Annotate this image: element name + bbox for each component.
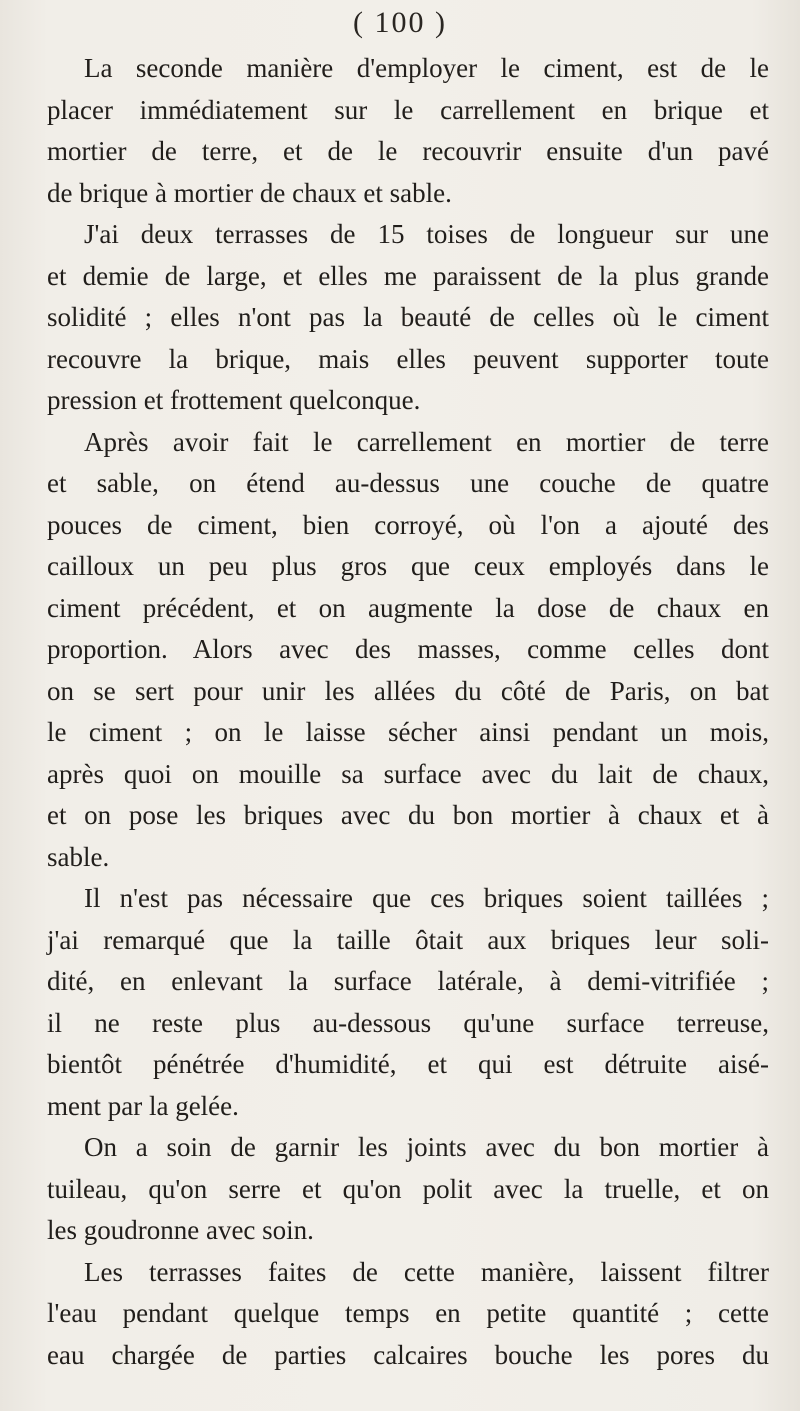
text-line: de brique à mortier de chaux et sable. [47, 177, 452, 208]
text-line: les goudronne avec soin. [47, 1215, 314, 1245]
text-line: eau chargée de parties calcaires bouche les pores du [47, 1339, 769, 1370]
text-line: et on pose les briques avec du bon mortier à chaux et à [47, 800, 769, 830]
text-line: placer immédiatement sur le carrellement en brique et [47, 94, 769, 125]
text-line: le ciment ; on le laisse sécher ainsi pendant un mois, [47, 717, 769, 747]
text-line: solidité ; elles n'ont pas la beauté de celles où le ciment [47, 302, 769, 332]
text-line: On a soin de garnir les joints avec du bon mortier à [84, 1132, 769, 1162]
text-line: après quoi on mouille sa surface avec du lait de chaux, [47, 758, 769, 789]
text-line: ment par la gelée. [47, 1090, 239, 1121]
text-line: et demie de large, et elles me paraissent de la plus grande [47, 260, 769, 291]
text-line: il ne reste plus au-dessous qu'une surface terreuse, [47, 1007, 769, 1038]
text-line: Les terrasses faites de cette manière, laissent filtrer [84, 1256, 769, 1287]
page-number: ( 100 ) [353, 6, 447, 39]
text-line: pouces de ciment, bien corroyé, où l'on a ajouté des [47, 509, 769, 540]
text-line: tuileau, qu'on serre et qu'on polit avec la truelle, et on [47, 1173, 769, 1204]
body-text [47, 48, 769, 1376]
text-line: l'eau pendant quelque temps en petite quantité ; cette [47, 1298, 769, 1328]
text-line: Il n'est pas nécessaire que ces briques soient taillées ; [84, 883, 769, 913]
text-line: mortier de terre, et de le recouvrir ensuite d'un pavé [47, 136, 769, 166]
text-line: recouvre la brique, mais elles peuvent supporter toute [47, 343, 769, 374]
text-line: pression et frottement quelconque. [47, 385, 421, 415]
text-line: La seconde manière d'employer le ciment, est de le [84, 53, 769, 83]
text-line: sable. [47, 841, 110, 872]
text-line: on se sert pour unir les allées du côté de Paris, on bat [47, 675, 769, 706]
text-line: J'ai deux terrasses de 15 toises de longueur sur une [84, 219, 769, 249]
text-line: Après avoir fait le carrellement en mortier de terre [84, 426, 769, 457]
text-line: proportion. Alors avec des masses, comme celles dont [47, 634, 769, 664]
text-line: ciment précédent, et on augmente la dose de chaux en [47, 592, 769, 623]
text-line: j'ai remarqué que la taille ôtait aux briques leur soli- [47, 924, 769, 955]
text-line: bientôt pénétrée d'humidité, et qui est détruite aisé- [47, 1049, 769, 1079]
text-line: dité, en enlevant la surface latérale, à demi-vitrifiée ; [47, 966, 769, 996]
text-line: cailloux un peu plus gros que ceux employés dans le [47, 551, 769, 581]
text-line: et sable, on étend au-dessus une couche de quatre [47, 468, 769, 498]
